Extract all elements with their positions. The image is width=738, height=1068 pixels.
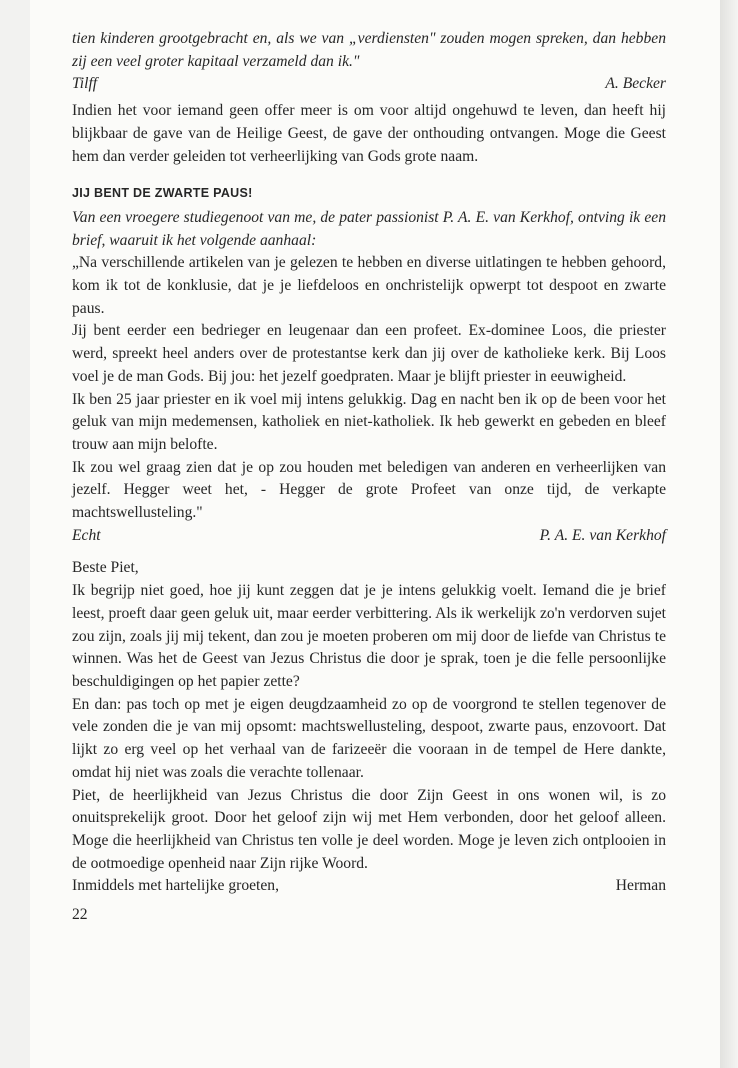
signature: Herman — [615, 877, 666, 895]
page-body — [72, 28, 666, 927]
letter-place: Echt — [72, 526, 101, 544]
quote-place: Tilff — [72, 75, 98, 93]
quote-author: A. Becker — [605, 75, 666, 93]
quote-signature — [72, 73, 666, 96]
salutation: Beste Piet, — [72, 559, 139, 577]
reply-paragraph: Indien het voor iemand geen offer meer is om voor altijd ongehuwd te leven, dan heeft hij blijkbaar de gave van de Heilige Geest, de gave der onthouding ontvangen. Moge die Geest hem dan verder geleiden tot verheerlijking van Gods grote naam. — [72, 102, 666, 165]
letter-paragraph: „Na verschillende artikelen van je gelezen te hebben en diverse uitlatingen te hebben gehoord, kom ik tot de konklusie, dat je je liefdeloos en onchristelijk opwerpt tot despoot en zwarte paus. — [72, 254, 666, 317]
section-intro: Van een vroegere studiegenoot van me, de pater passionist P. A. E. van Kerkhof, ontving ik een brief, waaruit ik het volgende aanhaal: — [72, 208, 666, 249]
section-heading: JIJ BENT DE ZWARTE PAUS! — [72, 186, 253, 201]
reply-paragraph: Ik begrijp niet goed, hoe jij kunt zeggen dat je je intens gelukkig voelt. Iemand die je brief leest, proeft daar geen geluk uit, maar eerder verbittering. Als ik werkelijk zo'n verdorven sujet zou zijn, zoals jij mij tekent, dan zou je moeten proberen om mij door de liefde van Christus te winnen. Was het de Geest van Jezus Christus die door je sprak, toen je die felle persoonlijke beschuldigingen op het papier zette? — [72, 582, 666, 690]
closing-text: Inmiddels met hartelijke groeten, — [72, 877, 279, 895]
letter-author: P. A. E. van Kerkhof — [539, 526, 666, 544]
closing-line — [72, 875, 666, 898]
letter-paragraph: Jij bent eerder een bedrieger en leugenaar dan een profeet. Ex-dominee Loos, die priester werd, spreekt heel anders over de protestantse kerk dan jij over de katholieke kerk. Bij Loos voel je de man Gods. Bij jou: het jezelf goedpraten. Maar je blijft priester in eeuwigheid. — [72, 322, 666, 385]
reply-paragraph: Piet, de heerlijkheid van Jezus Christus die door Zijn Geest in ons wonen wil, is zo onuitsprekelijk groot. Door het geloof zijn wij met Hem verbonden, door het geloof alleen. Moge die heerlijkheid van Christus ten volle je deel worden. Moge je leven zich ontplooien in de ootmoedige openheid naar Zijn rijke Woord. — [72, 786, 666, 872]
quote-continuation: tien kinderen grootgebracht en, als we van „verdiensten" zouden mogen spreken, dan hebben zij een veel groter kapitaal verzameld dan ik." — [72, 30, 666, 70]
page-edge-shadow — [720, 0, 738, 1068]
letter-paragraph: Ik ben 25 jaar priester en ik voel mij intens gelukkig. Dag en nacht ben ik op de been voor het geluk van mijn medemensen, katholiek en niet-katholiek. Ik heb gewerkt en gebeden en bleef trouw aan mijn belofte. — [72, 390, 666, 453]
letter-signature — [72, 525, 666, 548]
reply-paragraph: En dan: pas toch op met je eigen deugdzaamheid zo op de voorgrond te stellen tegenover de vele zonden die je van mij opsomt: machtswellusteling, despoot, zwarte paus, enzovoort. Dat lijkt zo erg veel op het verhaal van de farizeeër die vooraan in de tempel de Here dankte, omdat hij niet was zoals die verachte tollenaar. — [72, 695, 666, 781]
letter-paragraph: Ik zou wel graag zien dat je op zou houden met beledigen van anderen en verheerlijken van jezelf. Hegger weet het, - Hegger de grote Profeet van onze tijd, de verkapte machtswellusteling." — [72, 458, 666, 522]
page-number: 22 — [72, 906, 88, 924]
